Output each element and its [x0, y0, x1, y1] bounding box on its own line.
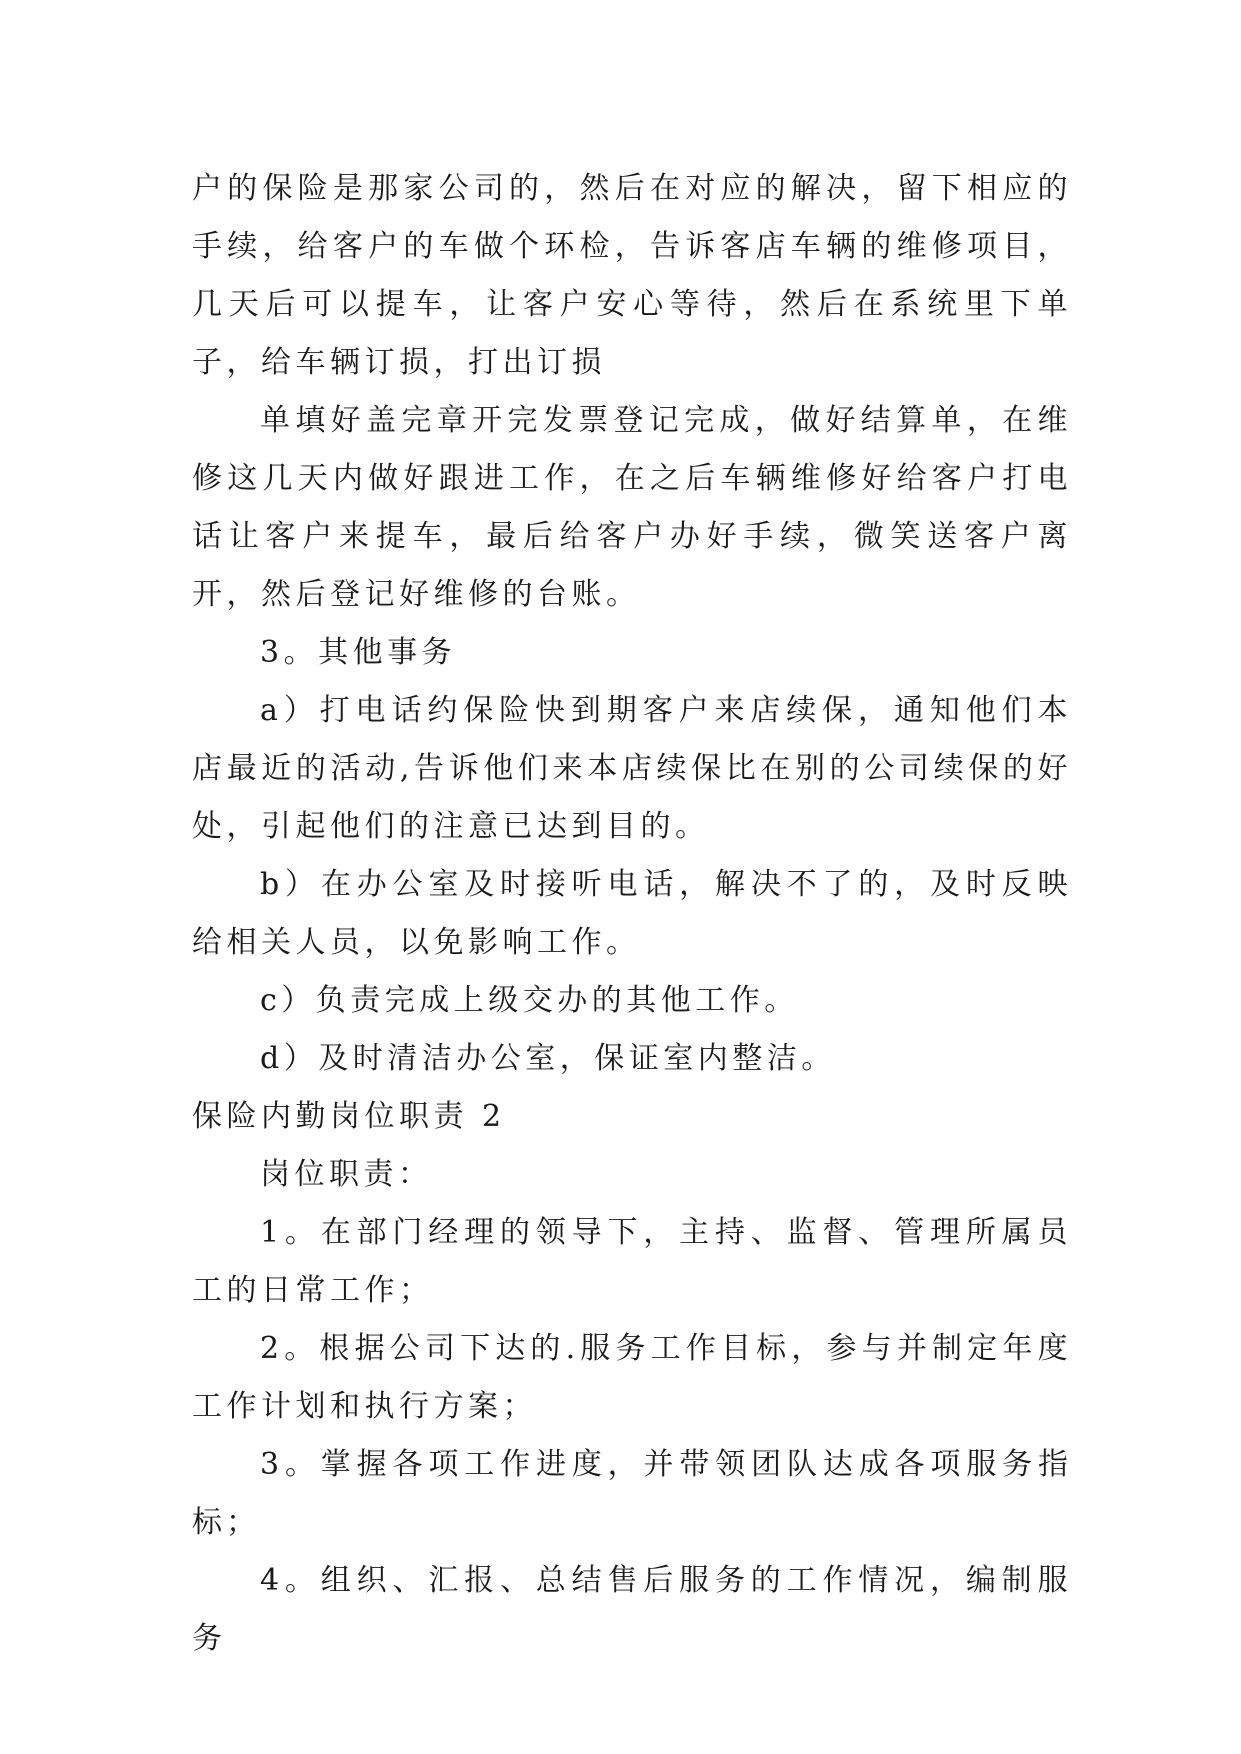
duty-item-1: 1。在部门经理的领导下，主持、监督、管理所属员工的日常工作； — [192, 1215, 1072, 1308]
list-item-d: d）及时清洁办公室，保证室内整洁。 — [260, 1041, 836, 1076]
document-body — [192, 160, 1072, 1668]
section-other-affairs: 3。其他事务 — [260, 635, 457, 670]
subsection-label: 岗位职责： — [260, 1157, 433, 1192]
duty-item-4: 4。组织、汇报、总结售后服务的工作情况，编制服务 — [192, 1563, 1072, 1656]
list-item-a: a）打电话约保险快到期客户来店续保，通知他们本店最近的活动,告诉他们来本店续保比在别的公司续保的好处，引起他们的注意已达到目的。 — [192, 693, 1072, 844]
list-item-b: b）在办公室及时接听电话，解决不了的，及时反映给相关人员，以免影响工作。 — [192, 867, 1072, 960]
section-heading: 保险内勤岗位职责 2 — [192, 1099, 506, 1134]
duty-item-2: 2。根据公司下达的.服务工作目标，参与并制定年度工作计划和执行方案； — [192, 1331, 1072, 1424]
list-item-c: c）负责完成上级交办的其他工作。 — [260, 983, 799, 1018]
paragraph-continuation: 户的保险是那家公司的，然后在对应的解决，留下相应的手续，给客户的车做个环检，告诉客店车辆的维修项目，几天后可以提车，让客户安心等待，然后在系统里下单子，给车辆订损，打出订损 — [192, 171, 1072, 380]
paragraph-settlement: 单填好盖完章开完发票登记完成，做好结算单，在维修这几天内做好跟进工作，在之后车辆维修好给客户打电话让客户来提车，最后给客户办好手续，微笑送客户离开，然后登记好维修的台账。 — [192, 403, 1072, 612]
duty-item-3: 3。掌握各项工作进度，并带领团队达成各项服务指标； — [192, 1447, 1072, 1540]
